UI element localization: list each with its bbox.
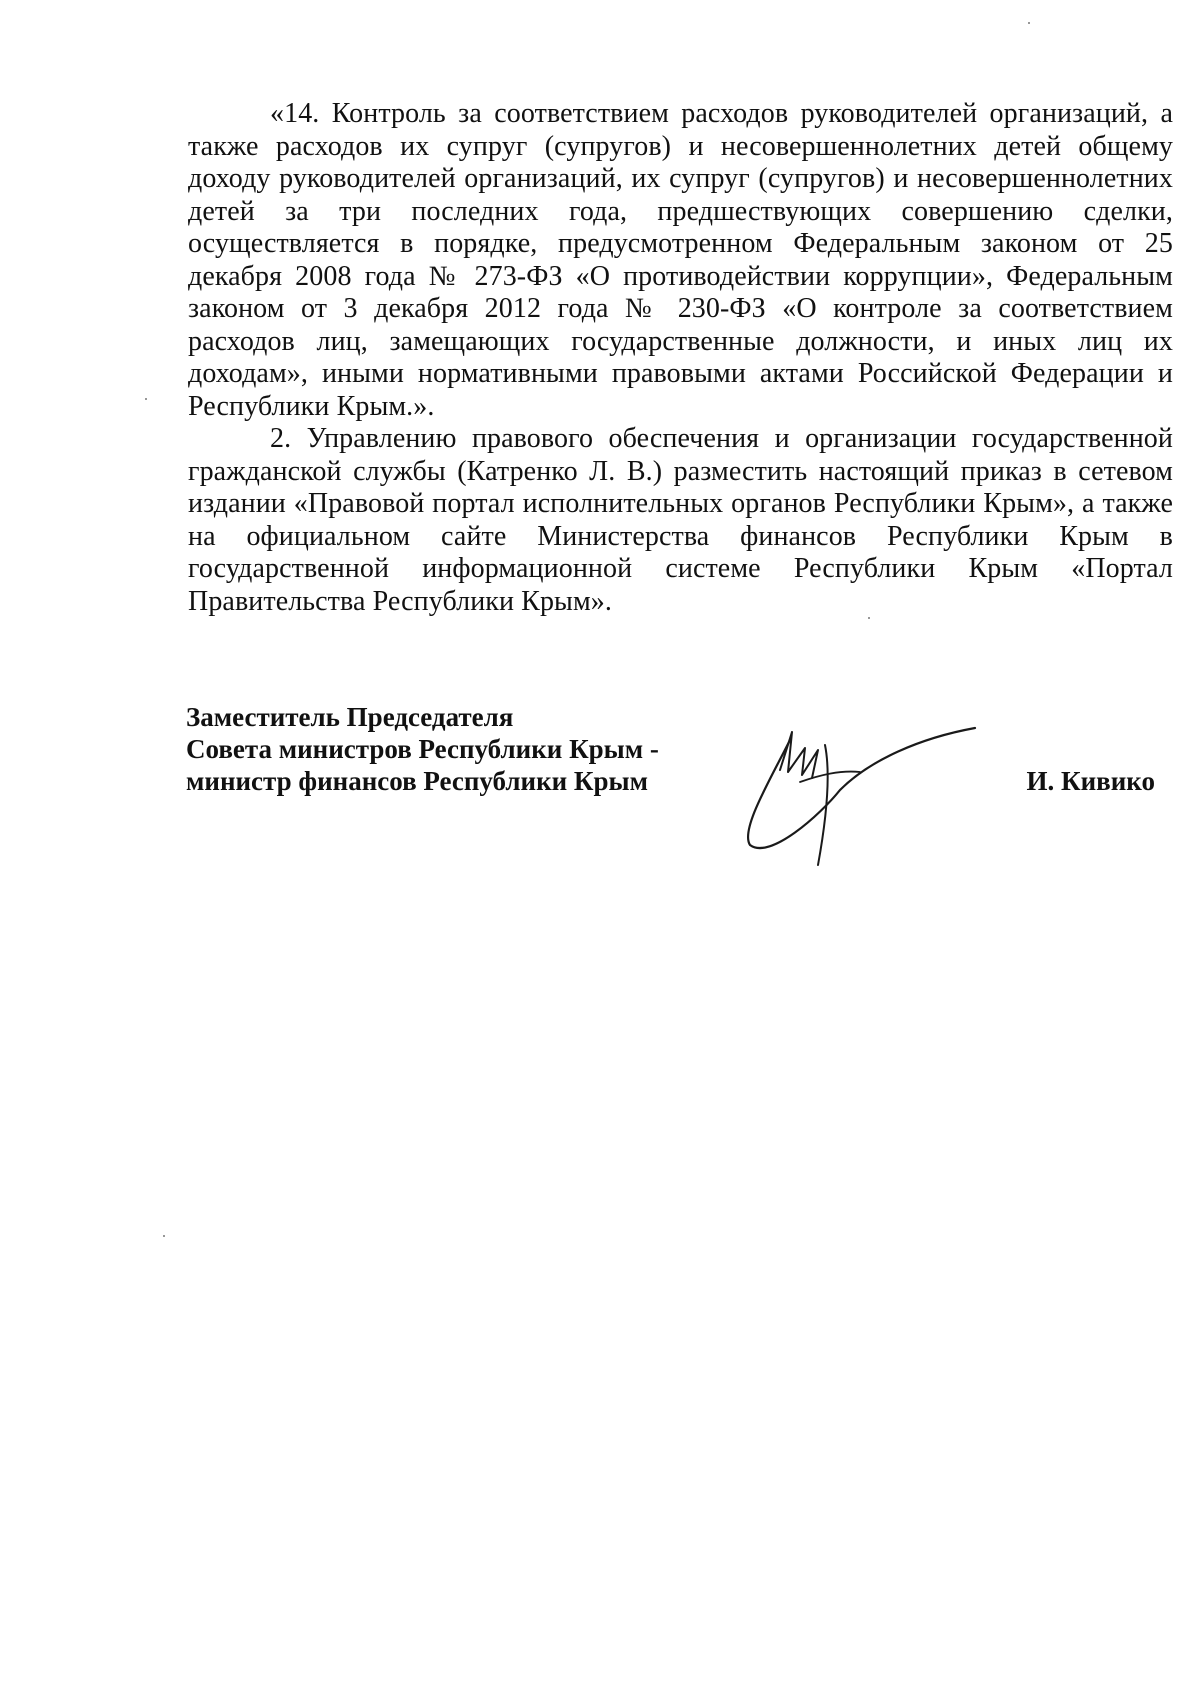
scan-speck — [163, 1235, 165, 1237]
scan-speck — [868, 617, 870, 619]
paragraph-item-14: «14. Контроль за соответствием расходов руководителей организаций, а также расходов их супруг (супругов) и несовершеннолетних детей общему доходу руководителей организаций, их супруг (супругов) и несовершеннолетних детей за три последних года, предшествующих совершению сделки, осуществляется в порядке, предусмотренном Федеральным законом от 25 декабря 2008 года № 273-ФЗ «О противодействии коррупции», Федеральным законом от 3 декабря 2012 года № 230-ФЗ «О контроле за соответствием расходов лиц, замещающих государственные должности, и иных лиц их доходам», иными нормативными правовыми актами Российской Федерации и Республики Крым.». — [188, 98, 1173, 422]
scan-speck — [1028, 22, 1030, 24]
paragraph-item-2: 2. Управлению правового обеспечения и организации государственной гражданской службы (Катренко Л. В.) разместить настоящий приказ в сетевом издании «Правовой портал исполнительных органов Республики Крым», а также на официальном сайте Министерства финансов Республики Крым в государственной информационной системе Республики Крым «Портал Правительства Республики Крым». — [188, 423, 1173, 617]
handwritten-signature — [730, 720, 990, 870]
signatory-position — [186, 701, 659, 797]
position-line: Совета министров Республики Крым - — [186, 734, 659, 764]
scan-speck — [145, 398, 147, 400]
document-body — [188, 98, 1173, 618]
signatory-name: И. Кивико — [1026, 766, 1155, 796]
position-line: министр финансов Республики Крым — [186, 766, 648, 796]
position-line: Заместитель Председателя — [186, 702, 514, 732]
